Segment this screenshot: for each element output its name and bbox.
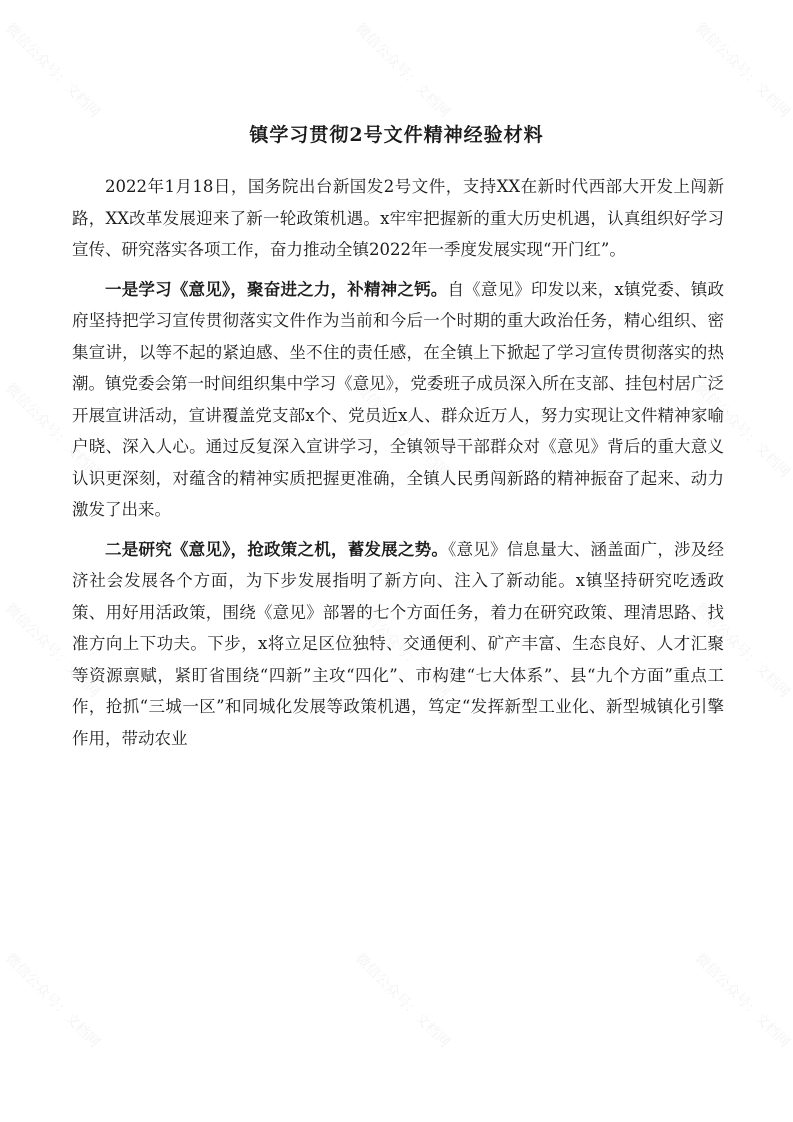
watermark: 微信公众号：文档网: [692, 380, 793, 481]
watermark: 微信公众号：文档网: [352, 20, 453, 121]
paragraph-study: [72, 274, 724, 526]
watermark: 微信公众号：文档网: [2, 600, 103, 701]
watermark: 微信公众号：文档网: [2, 950, 103, 1051]
paragraph-text: 《意见》信息量大、涵盖面广，涉及经济社会发展各个方面，为下步发展指明了新方向、注入了新动能。x镇坚持研究吃透政策、用好用活政策，围绕《意见》部署的七个方面任务，着力在研究政策、理清思路、找准方向上下功夫。下步，x将立足区位独特、交通便利、矿产丰富、生态良好、人才汇聚等资源禀赋，紧盯省围绕“四新”主攻“四化”、市构建“七大体系”、县“九个方面”重点工作，抢抓“三城一区”和同城化发展等政策机遇，笃定“发挥新型工业化、新型城镇化引擎作用，带动农业: [72, 539, 725, 748]
watermark: 微信公众号：文档网: [692, 600, 793, 701]
watermark: 微信公众号：文档网: [352, 380, 453, 481]
watermark: 微信公众号：文档网: [2, 20, 103, 121]
watermark: 微信公众号：文档网: [692, 950, 793, 1051]
watermark: 微信公众号：文档网: [2, 380, 103, 481]
document-title: 镇学习贯彻2号文件精神经验材料: [249, 124, 544, 146]
paragraph-intro: [72, 171, 724, 266]
watermark: 微信公众号：文档网: [692, 20, 793, 121]
paragraph-lead: 二是研究《意见》，抢政策之机，蓄发展之势。: [105, 539, 449, 559]
watermark: 微信公众号：文档网: [352, 950, 453, 1051]
watermark: 微信公众号：文档网: [352, 600, 453, 701]
paragraph-research: [72, 534, 724, 755]
document-body: [72, 171, 724, 762]
paragraph-text: 自《意见》印发以来，x镇党委、镇政府坚持把学习宣传贯彻落实文件作为当前和今后一个时期的重大政治任务，精心组织、密集宣讲，以等不起的紧迫感、坐不住的责任感，在全镇上下掀起了学习宣传贯彻落实的热潮。镇党委会第一时间组织集中学习《意见》，党委班子成员深入所在支部、挂包村居广泛开展宣讲活动，宣讲覆盖党支部x个、党员近x人、群众近万人，努力实现让文件精神家喻户晓、深入人心。通过反复深入宣讲学习，全镇领导干部群众对《意见》背后的重大意义认识更深刻，对蕴含的精神实质把握更准确，全镇人民勇闯新路的精神振奋了起来、动力激发了出来。: [72, 279, 725, 519]
paragraph-lead: 一是学习《意见》，聚奋进之力，补精神之钙。: [105, 279, 448, 299]
paragraph-text: 2022年1月18日，国务院出台新国发2号文件，支持XX在新时代西部大开发上闯新路，XX改革发展迎来了新一轮政策机遇。x牢牢把握新的重大历史机遇，认真组织好学习宣传、研究落实各项工作，奋力推动全镇2022年一季度发展实现“开门红”。: [72, 177, 724, 259]
